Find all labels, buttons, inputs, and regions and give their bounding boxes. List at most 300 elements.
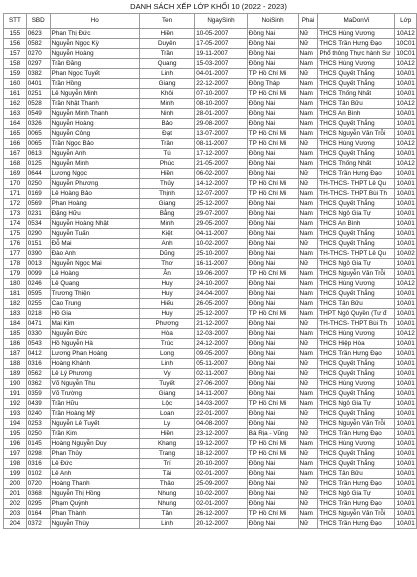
cell-stt[interactable]: 168 — [4, 159, 27, 169]
header-ngay-sinh[interactable]: NgaySinh — [195, 14, 248, 29]
cell-lop[interactable]: 10A12 — [396, 140, 415, 147]
table-row[interactable] — [4, 69, 417, 79]
cell-stt[interactable]: 167 — [4, 149, 27, 159]
table-row[interactable] — [4, 309, 417, 319]
cell-phai[interactable]: Nam — [298, 249, 318, 259]
cell-ngay-sinh[interactable]: 16-11-2007 — [195, 259, 248, 269]
cell-ho[interactable]: Nguyễn Hoàng Nhật — [50, 219, 139, 229]
table-row[interactable] — [4, 359, 417, 369]
cell-ngay-sinh[interactable]: 25-12-2007 — [195, 199, 248, 209]
cell-stt[interactable]: 185 — [4, 329, 27, 339]
cell-ho[interactable]: Trần Ngọc Bảo — [50, 139, 139, 149]
cell-ma-don-vi[interactable]: THCS Quyết Thắng — [318, 369, 395, 379]
cell-phai[interactable]: Nam — [298, 289, 318, 299]
cell-ma-don-vi[interactable]: TH-THCS- THPT Bùi Th — [318, 319, 395, 329]
cell-stt[interactable]: 180 — [4, 279, 27, 289]
header-ten[interactable]: Ten — [139, 14, 194, 29]
cell-lop[interactable]: 10A01 — [396, 300, 415, 307]
table-row[interactable] — [4, 99, 417, 109]
cell-sbd[interactable]: 0218 — [26, 309, 50, 319]
cell-lop[interactable]: 10A01 — [396, 310, 415, 317]
table-row[interactable] — [4, 189, 417, 199]
cell-ho[interactable]: Nguyễn Minh — [50, 159, 139, 169]
cell-noi-sinh[interactable]: Đồng Nai — [247, 489, 298, 499]
cell-ten[interactable]: Khôi — [139, 89, 194, 99]
cell-ho[interactable]: Nguyễn Ngọc Mai — [50, 259, 139, 269]
cell-noi-sinh[interactable]: TP Hồ Chí Mi — [247, 309, 298, 319]
cell-ho[interactable]: Hoàng Khánh — [50, 359, 139, 369]
cell-phai[interactable]: Nữ — [298, 239, 318, 249]
cell-noi-sinh[interactable]: Đồng Nai — [247, 359, 298, 369]
cell-sbd[interactable]: 0125 — [26, 159, 50, 169]
cell-ma-don-vi[interactable]: THCS Ngô Gia Tự — [318, 399, 395, 409]
cell-phai[interactable]: Nữ — [298, 489, 318, 499]
cell-ten[interactable]: Minh — [139, 99, 194, 109]
cell-lop[interactable]: 10A01 — [396, 410, 415, 417]
cell-stt[interactable]: 198 — [4, 459, 27, 469]
cell-noi-sinh[interactable]: Đồng Nai — [247, 299, 298, 309]
cell-sbd[interactable]: 0297 — [26, 59, 50, 69]
cell-ten[interactable]: Tú — [139, 149, 194, 159]
table-row[interactable] — [4, 399, 417, 409]
cell-ho[interactable]: Phạm Quỳnh — [50, 499, 139, 509]
cell-lop[interactable]: 10A01 — [396, 290, 415, 297]
cell-stt[interactable]: 160 — [4, 79, 27, 89]
cell-ho[interactable]: Nguyễn Phương — [50, 179, 139, 189]
cell-stt[interactable]: 191 — [4, 389, 27, 399]
cell-ten[interactable]: Dũng — [139, 249, 194, 259]
cell-ngay-sinh[interactable]: 29-08-2007 — [195, 119, 248, 129]
cell-ma-don-vi[interactable]: THCS Quyết Thắng — [318, 149, 395, 159]
cell-ten[interactable]: Đạt — [139, 129, 194, 139]
cell-noi-sinh[interactable]: Đồng Nai — [247, 59, 298, 69]
cell-lop[interactable]: 10A01 — [396, 130, 415, 137]
cell-stt[interactable]: 178 — [4, 259, 27, 269]
cell-noi-sinh[interactable]: Đồng Nai — [247, 369, 298, 379]
cell-noi-sinh[interactable]: Đồng Nai — [247, 169, 298, 179]
cell-noi-sinh[interactable]: Bà Rịa - Vũng — [247, 429, 298, 439]
cell-ngay-sinh[interactable]: 14-12-2007 — [195, 179, 248, 189]
cell-ten[interactable]: Huy — [139, 309, 194, 319]
cell-sbd[interactable]: 0255 — [26, 299, 50, 309]
cell-stt[interactable]: 182 — [4, 299, 27, 309]
cell-sbd[interactable]: 0372 — [26, 519, 50, 529]
cell-ma-don-vi[interactable]: THCS Tân Bửu — [318, 469, 395, 479]
cell-ma-don-vi[interactable]: THCS Ngô Gia Tự — [318, 259, 395, 269]
table-row[interactable] — [4, 229, 417, 239]
cell-ho[interactable]: Hồ Nguyễn Hà — [50, 339, 139, 349]
cell-noi-sinh[interactable]: Đồng Nai — [247, 119, 298, 129]
cell-phai[interactable]: Nam — [298, 129, 318, 139]
table-row[interactable] — [4, 109, 417, 119]
cell-lop[interactable]: 10A01 — [396, 270, 415, 277]
cell-ngay-sinh[interactable]: 05-11-2007 — [195, 359, 248, 369]
cell-phai[interactable]: Nữ — [298, 179, 318, 189]
cell-stt[interactable]: 192 — [4, 399, 27, 409]
cell-phai[interactable]: Nữ — [298, 429, 318, 439]
cell-ma-don-vi[interactable]: THCS Trần Hưng Đạo — [318, 169, 395, 179]
cell-phai[interactable]: Nữ — [298, 169, 318, 179]
cell-sbd[interactable]: 0295 — [26, 499, 50, 509]
cell-ma-don-vi[interactable]: THCS Hùng Vương — [318, 279, 395, 289]
cell-ho[interactable]: Nguyễn Thùy — [50, 519, 139, 529]
cell-ho[interactable]: Nguyễn Anh — [50, 149, 139, 159]
cell-ma-don-vi[interactable]: THCS Trần Hưng Đạo — [318, 429, 395, 439]
cell-phai[interactable]: Nam — [298, 389, 318, 399]
cell-phai[interactable]: Nam — [298, 269, 318, 279]
cell-ngay-sinh[interactable]: 26-05-2007 — [195, 299, 248, 309]
cell-ngay-sinh[interactable]: 02-11-2007 — [195, 369, 248, 379]
table-row[interactable] — [4, 449, 417, 459]
cell-lop[interactable]: 10A12 — [396, 330, 415, 337]
cell-ho[interactable]: Nguyễn Đức — [50, 329, 139, 339]
cell-ma-don-vi[interactable]: THCS Ngô Gia Tự — [318, 489, 395, 499]
cell-ho[interactable]: Lương Ngọc — [50, 169, 139, 179]
table-row[interactable] — [4, 519, 417, 529]
cell-ngay-sinh[interactable]: 12-07-2007 — [195, 189, 248, 199]
cell-ten[interactable]: Vy — [139, 369, 194, 379]
cell-ten[interactable]: Trí — [139, 459, 194, 469]
cell-stt[interactable]: 156 — [4, 39, 27, 49]
table-row[interactable] — [4, 129, 417, 139]
cell-ngay-sinh[interactable]: 10-02-2007 — [195, 489, 248, 499]
cell-phai[interactable]: Nam — [298, 279, 318, 289]
cell-noi-sinh[interactable]: Đồng Nai — [247, 239, 298, 249]
cell-ho[interactable]: Phan Thủy — [50, 449, 139, 459]
cell-phai[interactable]: Nữ — [298, 449, 318, 459]
table-row[interactable] — [4, 499, 417, 509]
cell-noi-sinh[interactable]: TP Hồ Chí Mi — [247, 89, 298, 99]
cell-noi-sinh[interactable]: Đồng Nai — [247, 109, 298, 119]
cell-sbd[interactable]: 0164 — [26, 509, 50, 519]
cell-lop[interactable]: 10A01 — [396, 220, 415, 227]
cell-ten[interactable]: Huy — [139, 289, 194, 299]
cell-ten[interactable]: Tân — [139, 509, 194, 519]
cell-phai[interactable]: Nam — [298, 109, 318, 119]
cell-ten[interactable]: Ly — [139, 419, 194, 429]
cell-ho[interactable]: Lê Nguyễn Minh — [50, 89, 139, 99]
cell-sbd[interactable]: 0582 — [26, 39, 50, 49]
cell-sbd[interactable]: 0623 — [26, 29, 50, 39]
cell-ten[interactable]: Ân — [139, 269, 194, 279]
cell-ngay-sinh[interactable]: 10-05-2007 — [195, 29, 248, 39]
cell-ho[interactable]: Võ Nguyễn Thu — [50, 379, 139, 389]
cell-ngay-sinh[interactable]: 22-12-2007 — [195, 79, 248, 89]
cell-lop[interactable]: 10A12 — [396, 60, 415, 67]
cell-ma-don-vi[interactable]: THCS Quyết Thắng — [318, 229, 395, 239]
cell-phai[interactable]: Nam — [298, 159, 318, 169]
cell-noi-sinh[interactable]: TP Hồ Chí Mi — [247, 139, 298, 149]
cell-sbd[interactable]: 0549 — [26, 109, 50, 119]
cell-ten[interactable]: Giang — [139, 79, 194, 89]
cell-ho[interactable]: Đào Anh — [50, 249, 139, 259]
cell-noi-sinh[interactable]: TP Hồ Chí Mi — [247, 269, 298, 279]
cell-ma-don-vi[interactable]: THCS Quyết Thắng — [318, 389, 395, 399]
cell-lop[interactable]: 10A01 — [396, 260, 415, 267]
cell-ho[interactable]: Nguyễn Công — [50, 129, 139, 139]
table-row[interactable] — [4, 489, 417, 499]
cell-ten[interactable]: Long — [139, 349, 194, 359]
cell-sbd[interactable]: 0368 — [26, 489, 50, 499]
cell-stt[interactable]: 189 — [4, 369, 27, 379]
cell-phai[interactable]: Nữ — [298, 379, 318, 389]
cell-ma-don-vi[interactable]: TH-THCS- THPT Bùi Th — [318, 189, 395, 199]
cell-ngay-sinh[interactable]: 20-10-2007 — [195, 459, 248, 469]
cell-phai[interactable]: Nữ — [298, 29, 318, 39]
cell-lop[interactable]: 10A01 — [396, 440, 415, 447]
cell-ma-don-vi[interactable]: THCS Quyết Thắng — [318, 359, 395, 369]
cell-stt[interactable]: 165 — [4, 129, 27, 139]
cell-ho[interactable]: Trương Thiện — [50, 289, 139, 299]
cell-sbd[interactable]: 0270 — [26, 49, 50, 59]
cell-lop[interactable]: 10A01 — [396, 400, 415, 407]
cell-lop[interactable]: 10A01 — [396, 90, 415, 97]
cell-ten[interactable]: Phúc — [139, 159, 194, 169]
table-row[interactable] — [4, 509, 417, 519]
cell-lop[interactable]: 10A01 — [396, 170, 415, 177]
cell-sbd[interactable]: 0330 — [26, 329, 50, 339]
cell-noi-sinh[interactable]: Đồng Nai — [247, 319, 298, 329]
table-row[interactable] — [4, 239, 417, 249]
cell-phai[interactable]: Nam — [298, 59, 318, 69]
table-row[interactable] — [4, 29, 417, 39]
cell-lop[interactable]: 10A12 — [396, 160, 415, 167]
cell-ho[interactable]: Lê Hoàng Bảo — [50, 189, 139, 199]
table-row[interactable] — [4, 479, 417, 489]
cell-ho[interactable]: Mai Kim — [50, 319, 139, 329]
cell-sbd[interactable]: 0169 — [26, 189, 50, 199]
cell-sbd[interactable]: 0099 — [26, 269, 50, 279]
table-row[interactable] — [4, 299, 417, 309]
cell-ho[interactable]: Nguyễn Hoàng — [50, 49, 139, 59]
cell-noi-sinh[interactable]: Đồng Nai — [247, 339, 298, 349]
cell-noi-sinh[interactable]: Đồng Nai — [247, 209, 298, 219]
cell-ngay-sinh[interactable]: 04-11-2007 — [195, 229, 248, 239]
cell-ma-don-vi[interactable]: THCS An Bình — [318, 219, 395, 229]
cell-phai[interactable]: Nam — [298, 459, 318, 469]
table-row[interactable] — [4, 119, 417, 129]
cell-stt[interactable]: 169 — [4, 169, 27, 179]
cell-sbd[interactable]: 0250 — [26, 429, 50, 439]
cell-stt[interactable]: 172 — [4, 199, 27, 209]
cell-ho[interactable]: Cao Trung — [50, 299, 139, 309]
cell-stt[interactable]: 193 — [4, 409, 27, 419]
cell-lop[interactable]: 10A01 — [396, 390, 415, 397]
cell-phai[interactable]: Nam — [298, 99, 318, 109]
cell-lop[interactable]: 10A01 — [396, 110, 415, 117]
cell-ma-don-vi[interactable]: THCS Trần Hưng Đạo — [318, 519, 395, 529]
cell-ten[interactable]: Thảo — [139, 479, 194, 489]
cell-noi-sinh[interactable]: Đồng Nai — [247, 219, 298, 229]
cell-ngay-sinh[interactable]: 29-07-2007 — [195, 209, 248, 219]
cell-noi-sinh[interactable]: Đồng Nai — [247, 469, 298, 479]
cell-lop[interactable]: 10A01 — [396, 70, 415, 77]
cell-stt[interactable]: 177 — [4, 249, 27, 259]
cell-ten[interactable]: Nhung — [139, 499, 194, 509]
cell-phai[interactable]: Nam — [298, 89, 318, 99]
cell-lop[interactable]: 10A12 — [396, 280, 415, 287]
cell-ngay-sinh[interactable]: 04-01-2007 — [195, 69, 248, 79]
cell-lop[interactable]: 10A01 — [396, 460, 415, 467]
table-row[interactable] — [4, 59, 417, 69]
cell-sbd[interactable]: 0316 — [26, 359, 50, 369]
cell-ngay-sinh[interactable]: 12-03-2007 — [195, 329, 248, 339]
cell-lop[interactable]: 10A01 — [396, 360, 415, 367]
cell-noi-sinh[interactable]: Đồng Nai — [247, 499, 298, 509]
cell-noi-sinh[interactable]: Đồng Nai — [247, 229, 298, 239]
cell-ho[interactable]: Nguyễn Lê Tuyết — [50, 419, 139, 429]
cell-ho[interactable]: Nguyễn Tuấn — [50, 229, 139, 239]
cell-ten[interactable]: Duyên — [139, 39, 194, 49]
cell-sbd[interactable]: 0720 — [26, 479, 50, 489]
cell-lop[interactable]: 10A01 — [396, 320, 415, 327]
cell-ten[interactable]: Linh — [139, 69, 194, 79]
cell-sbd[interactable]: 0644 — [26, 169, 50, 179]
cell-ngay-sinh[interactable]: 23-12-2007 — [195, 429, 248, 439]
cell-stt[interactable]: 158 — [4, 59, 27, 69]
cell-ma-don-vi[interactable]: THCS Hùng Vương — [318, 379, 395, 389]
cell-stt[interactable]: 203 — [4, 509, 27, 519]
cell-ho[interactable]: Đặng Hữu — [50, 209, 139, 219]
table-row[interactable] — [4, 409, 417, 419]
cell-sbd[interactable]: 0401 — [26, 79, 50, 89]
table-row[interactable] — [4, 329, 417, 339]
header-stt[interactable]: STT — [4, 14, 27, 29]
header-ho[interactable]: Ho — [50, 14, 139, 29]
cell-ten[interactable]: Anh — [139, 239, 194, 249]
table-row[interactable] — [4, 289, 417, 299]
header-ma-don-vi[interactable]: MaDonVi — [318, 14, 395, 29]
cell-ten[interactable]: Ninh — [139, 109, 194, 119]
cell-ten[interactable]: Trúc — [139, 339, 194, 349]
cell-lop[interactable]: 10A12 — [396, 30, 415, 37]
cell-sbd[interactable]: 0102 — [26, 469, 50, 479]
table-row[interactable] — [4, 169, 417, 179]
cell-ma-don-vi[interactable]: THCS Hùng Vương — [318, 329, 395, 339]
cell-lop[interactable]: 10A01 — [396, 350, 415, 357]
cell-sbd[interactable]: 0613 — [26, 149, 50, 159]
cell-stt[interactable]: 181 — [4, 289, 27, 299]
cell-ten[interactable]: Giang — [139, 389, 194, 399]
cell-ten[interactable]: Hiền — [139, 429, 194, 439]
cell-noi-sinh[interactable]: Đồng Nai — [247, 99, 298, 109]
cell-noi-sinh[interactable]: Đồng Nai — [247, 519, 298, 529]
table-row[interactable] — [4, 39, 417, 49]
cell-ngay-sinh[interactable]: 08-11-2007 — [195, 139, 248, 149]
cell-phai[interactable]: Nam — [298, 189, 318, 199]
cell-noi-sinh[interactable]: Đồng Nai — [247, 459, 298, 469]
cell-ho[interactable]: Hồ Gia — [50, 309, 139, 319]
cell-ma-don-vi[interactable]: THCS Hùng Vương — [318, 439, 395, 449]
cell-ho[interactable]: Lê Hoàng — [50, 269, 139, 279]
cell-ma-don-vi[interactable]: THCS Trần Hưng Đạo — [318, 499, 395, 509]
cell-sbd[interactable]: 0065 — [26, 129, 50, 139]
cell-stt[interactable]: 195 — [4, 429, 27, 439]
cell-lop[interactable]: 10A01 — [396, 190, 415, 197]
cell-noi-sinh[interactable]: Đồng Nai — [247, 329, 298, 339]
cell-stt[interactable]: 194 — [4, 419, 27, 429]
cell-lop[interactable]: 10A01 — [396, 230, 415, 237]
cell-ngay-sinh[interactable]: 06-02-2007 — [195, 169, 248, 179]
cell-stt[interactable]: 200 — [4, 479, 27, 489]
cell-phai[interactable]: Nữ — [298, 39, 318, 49]
table-row[interactable] — [4, 319, 417, 329]
cell-stt[interactable]: 164 — [4, 119, 27, 129]
cell-ten[interactable]: Hiếu — [139, 299, 194, 309]
cell-noi-sinh[interactable]: Đồng Nai — [247, 409, 298, 419]
cell-phai[interactable]: Nữ — [298, 69, 318, 79]
cell-ten[interactable]: Bằng — [139, 209, 194, 219]
cell-stt[interactable]: 190 — [4, 379, 27, 389]
cell-noi-sinh[interactable]: Đồng Nai — [247, 249, 298, 259]
cell-noi-sinh[interactable]: Đồng Nai — [247, 29, 298, 39]
cell-noi-sinh[interactable]: Đồng Nai — [247, 479, 298, 489]
cell-ten[interactable]: Kiệt — [139, 229, 194, 239]
cell-noi-sinh[interactable]: Đồng Nai — [247, 49, 298, 59]
cell-ho[interactable]: Hoàng Nguyễn Duy — [50, 439, 139, 449]
cell-ho[interactable]: Lê Lý Phương — [50, 369, 139, 379]
table-row[interactable] — [4, 259, 417, 269]
cell-phai[interactable]: Nam — [298, 119, 318, 129]
cell-phai[interactable]: Nữ — [298, 339, 318, 349]
cell-ma-don-vi[interactable]: THCS Trần Hưng Đạo — [318, 349, 395, 359]
cell-ma-don-vi[interactable]: THCS Nguyễn Văn Trỗi — [318, 129, 395, 139]
cell-lop[interactable]: 10A01 — [396, 80, 415, 87]
cell-stt[interactable]: 179 — [4, 269, 27, 279]
cell-ma-don-vi[interactable]: TH-THCS- THPT Lê Qu — [318, 179, 395, 189]
cell-stt[interactable]: 202 — [4, 499, 27, 509]
table-row[interactable] — [4, 279, 417, 289]
cell-stt[interactable]: 176 — [4, 239, 27, 249]
cell-noi-sinh[interactable]: TP Hồ Chí Mi — [247, 179, 298, 189]
cell-phai[interactable]: Nữ — [298, 139, 318, 149]
cell-ten[interactable]: Nhung — [139, 489, 194, 499]
cell-ma-don-vi[interactable]: THCS Trần Hưng Đạo — [318, 39, 395, 49]
cell-phai[interactable]: Nữ — [298, 369, 318, 379]
cell-stt[interactable]: 183 — [4, 309, 27, 319]
cell-sbd[interactable]: 0246 — [26, 279, 50, 289]
cell-ho[interactable]: Nguyễn Minh Thanh — [50, 109, 139, 119]
cell-sbd[interactable]: 0528 — [26, 99, 50, 109]
cell-ten[interactable]: Thịnh — [139, 189, 194, 199]
table-row[interactable] — [4, 439, 417, 449]
cell-sbd[interactable]: 0316 — [26, 459, 50, 469]
cell-sbd[interactable]: 0390 — [26, 249, 50, 259]
cell-phai[interactable]: Nữ — [298, 409, 318, 419]
cell-ho[interactable]: Trần Đăng — [50, 59, 139, 69]
table-row[interactable] — [4, 249, 417, 259]
cell-ten[interactable]: Tài — [139, 469, 194, 479]
table-row[interactable] — [4, 89, 417, 99]
cell-lop[interactable]: 10A01 — [396, 510, 415, 517]
table-row[interactable] — [4, 149, 417, 159]
cell-stt[interactable]: 188 — [4, 359, 27, 369]
cell-sbd[interactable]: 0362 — [26, 379, 50, 389]
cell-stt[interactable]: 166 — [4, 139, 27, 149]
cell-noi-sinh[interactable]: Đồng Nai — [247, 349, 298, 359]
table-row[interactable] — [4, 339, 417, 349]
cell-phai[interactable]: Nữ — [298, 259, 318, 269]
cell-stt[interactable]: 201 — [4, 489, 27, 499]
cell-sbd[interactable]: 0543 — [26, 339, 50, 349]
cell-phai[interactable]: Nữ — [298, 419, 318, 429]
cell-ho[interactable]: Phan Thành — [50, 509, 139, 519]
cell-lop[interactable]: 10A01 — [396, 500, 415, 507]
cell-ma-don-vi[interactable]: THCS Hùng Vương — [318, 139, 395, 149]
cell-lop[interactable]: 10A01 — [396, 420, 415, 427]
table-row[interactable] — [4, 269, 417, 279]
cell-ho[interactable]: Hoàng Thanh — [50, 479, 139, 489]
